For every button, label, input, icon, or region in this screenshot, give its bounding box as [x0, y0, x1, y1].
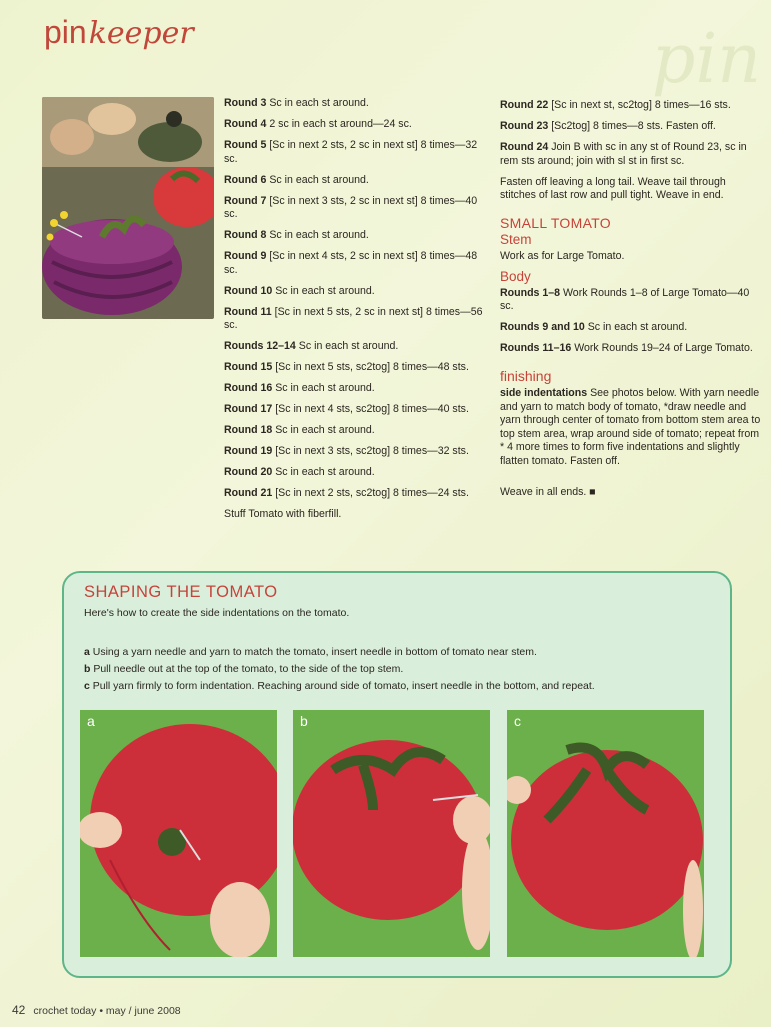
col1-step-label: Round 3: [224, 97, 267, 109]
col2.steps-step: [500, 141, 764, 168]
step-photo-c: [507, 710, 704, 957]
col1-step-label: Round 10: [224, 284, 273, 297]
col1-step-label: Round 19: [224, 445, 273, 457]
col1-step: [224, 250, 486, 277]
finishing-title: finishing: [500, 367, 552, 384]
col1-step: [224, 174, 486, 188]
col1-step-label: Round 7: [224, 194, 267, 207]
col1-step-text: 2 sc in each st around—24 sc.: [266, 118, 412, 130]
col1-step-text: [Sc in next 4 sts, sc2tog] 8 times—40 sts.: [272, 403, 469, 415]
col1-step-label: Round 15: [224, 361, 273, 373]
stuff-tomato-text: Stuff Tomato with fiberfill.: [224, 508, 342, 520]
shaping-step: [84, 678, 724, 695]
col1-step-text: [Sc in next 4 sts, 2 sc in next st] 8 times—48 sc.: [224, 250, 478, 276]
col1-step: [224, 340, 486, 354]
finishing-label: side indentations: [500, 387, 588, 399]
step-photo-b: [293, 710, 490, 957]
pincushion-photo: [42, 97, 214, 319]
col2.body_steps-step-label: Rounds 9 and 10: [500, 321, 585, 333]
col1-step-label: Round 17: [224, 403, 273, 415]
col2.steps-step-label: Round 22: [500, 99, 549, 111]
fasten-text: Fasten off leaving a long tail. Weave tail through stitches of last row and pull tight. Weave in end.: [500, 175, 726, 201]
col2.body_steps-step: [500, 342, 764, 356]
col1-step: [224, 97, 486, 111]
col1-step: [224, 382, 486, 396]
col2.body_steps-step: [500, 321, 764, 335]
col2.steps-step-text: Join B with sc in any st of Round 23, sc in rem sts around; join with sl st in first sc.: [500, 141, 747, 167]
col2.body_steps-step-text: Work Rounds 19–24 of Large Tomato.: [571, 342, 753, 354]
col2.body_steps-step-text: Sc in each st around.: [584, 321, 688, 333]
shaping-steps: [84, 644, 724, 695]
col1-step-text: Sc in each st around.: [272, 284, 375, 297]
shaping-box: [62, 571, 732, 978]
weave-text: Weave in all ends. ■: [500, 486, 596, 498]
shaping-step-label: c: [84, 680, 90, 692]
col1-step-text: [Sc in next 3 sts, 2 sc in next st] 8 times—40 sc.: [224, 194, 478, 220]
col1-step: [224, 229, 486, 243]
col1-step-label: Round 5: [224, 139, 267, 151]
shaping-step: [84, 661, 724, 678]
brand-watermark: pin: [651, 20, 761, 99]
col1-step: [224, 361, 486, 375]
col1-step-label: Round 16: [224, 382, 273, 394]
shaping-step-text: Pull needle out at the top of the tomato, to the side of the top stem.: [90, 663, 404, 675]
col1-step-text: [Sc in next 2 sts, 2 sc in next st] 8 times—32 sc.: [224, 139, 478, 165]
col1-step-text: Sc in each st around.: [266, 173, 369, 186]
col1-step: [224, 424, 486, 438]
col1-step-label: Round 6: [224, 173, 267, 186]
col1-step: [224, 445, 486, 459]
brand-keeper: keeper: [88, 16, 194, 51]
col2.steps-step: [500, 120, 764, 134]
body-title: Body: [500, 269, 531, 284]
col1-step-text: Sc in each st around.: [272, 466, 375, 478]
section-brand: [44, 14, 194, 51]
issue-date: may / june 2008: [105, 1005, 181, 1017]
col1-step: [224, 285, 486, 299]
col1-step: [224, 487, 486, 501]
col2.steps-step-label: Round 23: [500, 120, 549, 132]
pattern-column-2: [500, 99, 764, 507]
shaping-step-label: a: [84, 646, 90, 658]
col2.body_steps-step-label: Rounds 11–16: [500, 342, 572, 354]
col1-step-text: Sc in each st around.: [266, 97, 369, 109]
brand-pin: pin: [44, 14, 87, 50]
small-tomato-title: SMALL TOMATO: [500, 214, 611, 231]
magazine-name: crochet today: [33, 1005, 97, 1017]
col1-step-label: Round 21: [224, 487, 273, 499]
shaping-step-text: Pull yarn firmly to form indentation. Reaching around side of tomato, insert needle in the bottom, and repeat.: [89, 680, 595, 692]
col1-step-text: [Sc in next 5 sts, 2 sc in next st] 8 times—56 sc.: [224, 305, 483, 331]
col1-step-text: Sc in each st around.: [272, 424, 375, 436]
stem-title: Stem: [500, 232, 532, 247]
stem-text: Work as for Large Tomato.: [500, 249, 625, 262]
col1-step-text: [Sc in next 3 sts, sc2tog] 8 times—32 sts.: [272, 445, 469, 457]
col2.steps-step: [500, 99, 764, 113]
shaping-step-text: Using a yarn needle and yarn to match the tomato, insert needle in bottom of tomato near stem.: [89, 646, 537, 658]
pattern-column-1: [224, 97, 486, 529]
col1-step: [224, 466, 486, 480]
photo-label-b: b: [300, 713, 308, 729]
col1-step-label: Round 4: [224, 118, 267, 130]
col2.steps-step-label: Round 24: [500, 141, 549, 153]
footer: 42 crochet today • may / june 2008: [12, 1003, 181, 1017]
col1-step: [224, 139, 486, 166]
col1-step-text: [Sc in next 2 sts, sc2tog] 8 times—24 sts.: [272, 487, 469, 499]
page-number: 42: [12, 1003, 26, 1017]
col1-step-label: Round 8: [224, 229, 267, 241]
col2.steps-step-text: [Sc in next st, sc2tog] 8 times—16 sts.: [548, 99, 731, 111]
finishing-paragraph: [500, 387, 764, 468]
step-photo-a: [80, 710, 277, 957]
col1-step-text: Sc in each st around.: [272, 382, 375, 394]
col1-step: [224, 195, 486, 222]
col1-step-label: Round 11: [224, 305, 272, 318]
col1-step-text: Sc in each st around.: [266, 229, 369, 241]
col1-step-label: Round 20: [224, 466, 273, 478]
shaping-step: [84, 644, 724, 661]
col1-step: [224, 118, 486, 132]
col2.steps-step-text: [Sc2tog] 8 times—8 sts. Fasten off.: [548, 120, 716, 132]
shaping-title: SHAPING THE TOMATO: [84, 583, 278, 601]
col2.body_steps-step-text: Work Rounds 1–8 of Large Tomato—40 sc.: [500, 286, 750, 312]
col1-step-label: Round 9: [224, 250, 267, 262]
col1-step-text: Sc in each st around.: [295, 340, 399, 352]
shaping-step-label: b: [84, 663, 91, 675]
col1-step-label: Rounds 12–14: [224, 340, 296, 352]
col1-step: [224, 403, 486, 417]
shaping-intro: Here's how to create the side indentations on the tomato.: [84, 607, 350, 619]
col2.body_steps-step: [500, 287, 764, 314]
col1-step-text: [Sc in next 5 sts, sc2tog] 8 times—48 sts.: [272, 361, 469, 373]
col2.body_steps-step-label: Rounds 1–8: [500, 286, 561, 299]
col1-step: [224, 306, 486, 333]
finishing-text: See photos below. With yarn needle and yarn to match body of tomato, *draw needle and yarn through center of tomato from bottom stem area to top stem area, wrap around side of tomato; repeat from * 4 more times to form five indentations and slightly flatten tomato. Fasten off.: [500, 387, 761, 467]
photo-label-a: a: [87, 713, 95, 729]
photo-label-c: c: [514, 713, 521, 729]
col1-step-label: Round 18: [224, 424, 273, 436]
